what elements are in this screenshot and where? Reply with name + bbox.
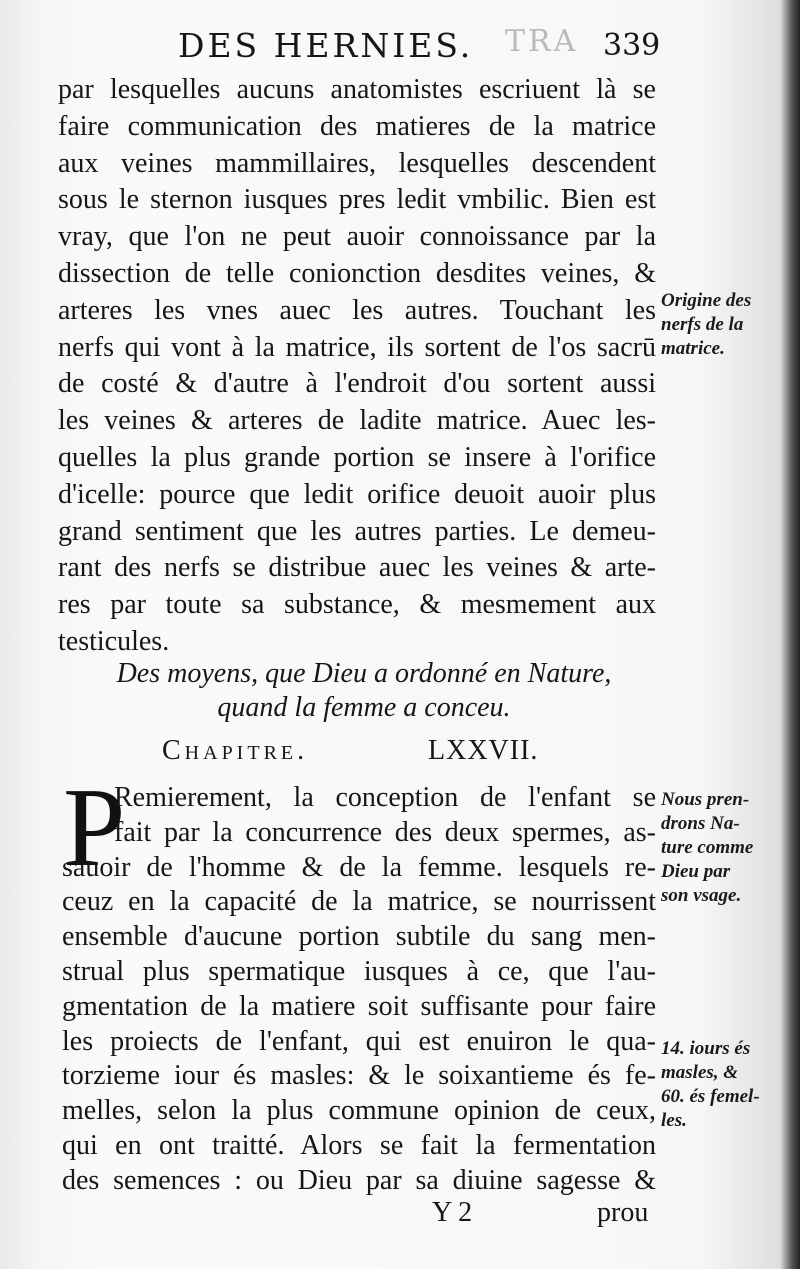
drop-cap: P <box>63 766 126 890</box>
text-line: vray, que l'on ne peut auoir connoissance par la <box>58 221 656 253</box>
page-header <box>0 24 800 68</box>
text-line: gmentation de la matiere soit suffisante pour faire <box>62 990 656 1022</box>
chapter-label: Chapitre. <box>162 735 309 766</box>
chapter-title-line: quand la femme a conceu. <box>217 692 511 723</box>
text-line: d'icelle: pource que ledit orifice deuoit auoir plus <box>58 478 656 510</box>
text-line: par lesquelles aucuns anatomistes escriuent là se <box>58 74 656 105</box>
text-line: ceuz en la capacité de la matrice, se nourrissent <box>62 886 656 918</box>
text-line: Remierement, la conception de l'enfant se <box>114 782 656 813</box>
text-line: torzieme iour és masles: & le soixantieme és fe- <box>62 1060 656 1092</box>
text-line: melles, selon la plus commune opinion de ceux, <box>62 1095 656 1127</box>
margin-note-line: Dieu par <box>661 861 731 882</box>
text-line: faire communication des matieres de la matrice <box>58 110 656 142</box>
margin-note-origine <box>661 289 786 361</box>
text-line: quelles la plus grande portion se insere à l'orifice <box>58 441 656 473</box>
chapter-heading <box>162 735 539 767</box>
text-line: les proiects de l'enfant, qui est enuiron le qua- <box>62 1025 656 1057</box>
page-footer <box>0 1197 800 1237</box>
catchword: prou <box>597 1197 649 1228</box>
chapter-title-line: Des moyens, que Dieu a ordonné en Nature, <box>116 658 612 689</box>
page-number: 339 <box>603 28 661 63</box>
margin-note-line: drons Na- <box>661 813 740 834</box>
margin-note-line: masles, & <box>661 1062 739 1083</box>
margin-note-line: 14. iours és <box>661 1038 751 1059</box>
text-line: res par toute sa substance, & mesmement aux <box>58 589 656 621</box>
margin-note-line: Nous pren- <box>661 789 750 810</box>
text-line: les veines & arteres de ladite matrice. Auec les- <box>58 405 656 437</box>
text-line: ensemble d'aucune portion subtile du sang men- <box>62 921 656 953</box>
body-text-upper <box>58 72 656 661</box>
signature-mark: Y 2 <box>432 1197 473 1228</box>
text-line: sauoir de l'homme & de la femme. lesquels re- <box>62 851 656 883</box>
bleed-through-text: TRA <box>505 24 579 59</box>
margin-note-nous-prenons <box>661 788 786 908</box>
margin-note-line: 60. és femel- <box>661 1086 760 1107</box>
chapter-title <box>94 657 634 725</box>
body-text-lower <box>62 781 656 1199</box>
margin-note-line: ture comme <box>661 837 754 858</box>
text-line: testicules. <box>58 625 170 657</box>
text-line: nerfs qui vont à la matrice, ils sortent de l'os sacrū <box>58 331 656 363</box>
text-line: grand sentiment que les autres parties. Le demeu- <box>58 515 656 547</box>
text-line: aux veines mammillaires, lesquelles descendent <box>58 147 656 179</box>
margin-note-line: les. <box>661 1110 687 1131</box>
running-title: DES HERNIES. <box>178 26 474 65</box>
margin-note-quatorze <box>661 1037 786 1133</box>
text-line: des semences : ou Dieu par sa diuine sagesse & <box>62 1164 656 1196</box>
chapter-number: LXXVII. <box>428 735 539 766</box>
margin-note-line: son vsage. <box>661 885 742 906</box>
margin-note-line: matrice. <box>661 338 725 359</box>
text-line: fait par la concurrence des deux spermes, as- <box>114 816 656 848</box>
text-line: dissection de telle conionction desdites veines, & <box>58 257 656 289</box>
margin-note-line: nerfs de la <box>661 314 744 335</box>
text-line: rant des nerfs se distribue auec les veines & arte- <box>58 552 656 584</box>
text-line: de costé & d'autre à l'endroit d'ou sortent aussi <box>58 368 656 400</box>
text-line: arteres les vnes auec les autres. Touchant les <box>58 294 656 326</box>
text-line: strual plus spermatique iusques à ce, que l'au- <box>62 955 656 987</box>
text-line: qui en ont traitté. Alors se fait la fermentation <box>62 1129 656 1161</box>
margin-note-line: Origine des <box>661 290 752 311</box>
text-line: sous le sternon iusques pres ledit vmbilic. Bien est <box>58 184 656 216</box>
